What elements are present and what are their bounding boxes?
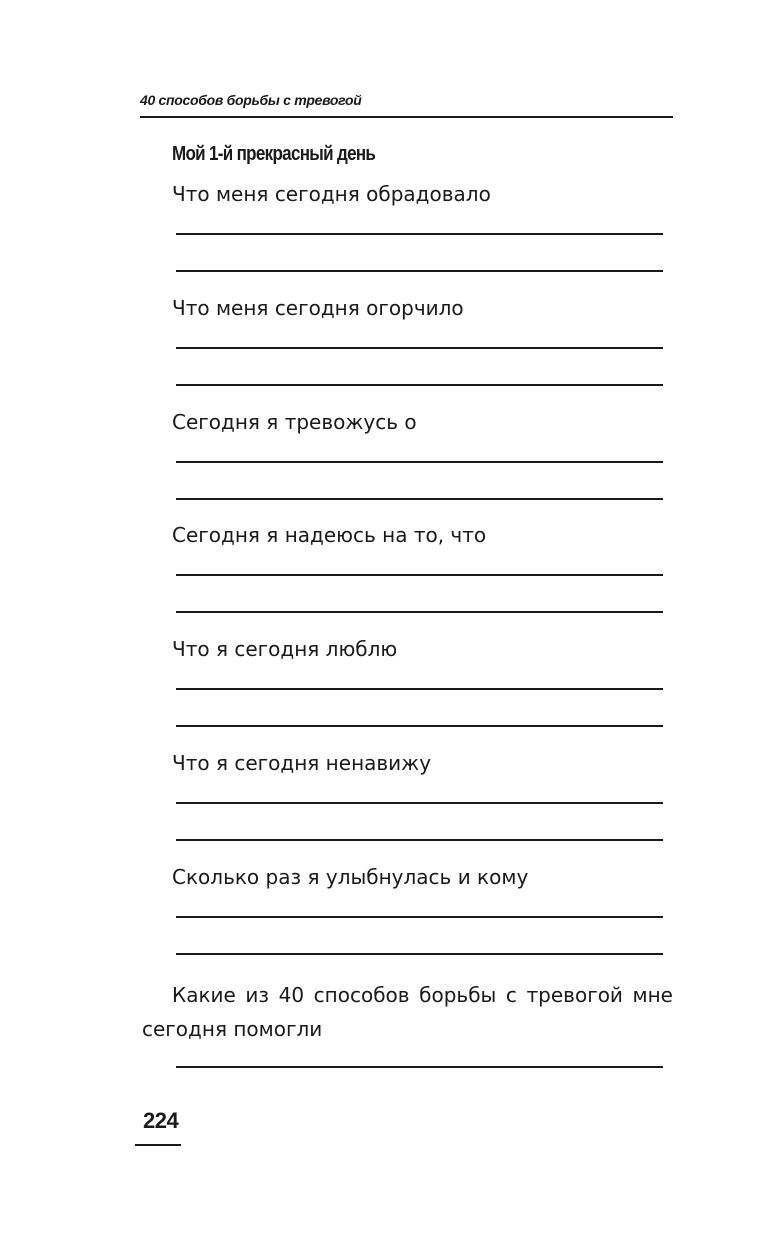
answer-line[interactable]	[176, 688, 663, 690]
answer-line[interactable]	[176, 384, 663, 386]
prompt-4: Сегодня я надеюсь на то, что	[172, 523, 487, 547]
answer-line[interactable]	[176, 725, 663, 727]
answer-line[interactable]	[176, 347, 663, 349]
running-header: 40 способов борьбы с тревогой	[140, 92, 362, 108]
prompt-1: Что меня сегодня обрадовало	[172, 182, 491, 206]
answer-line[interactable]	[176, 574, 663, 576]
answer-line[interactable]	[176, 233, 663, 235]
answer-line[interactable]	[176, 611, 663, 613]
answer-line[interactable]	[176, 461, 663, 463]
prompt-5: Что я сегодня люблю	[172, 637, 398, 661]
answer-line[interactable]	[176, 802, 663, 804]
prompt-2: Что меня сегодня огорчило	[172, 296, 464, 320]
answer-line[interactable]	[176, 953, 663, 955]
final-prompt: Какие из 40 способов борьбы с тревогой мне сегодня помогли	[142, 983, 673, 1041]
page-number-rule	[135, 1144, 181, 1146]
prompt-6: Что я сегодня ненавижу	[172, 751, 432, 775]
header-rule	[140, 116, 673, 118]
prompt-7: Сколько раз я улыбнулась и кому	[172, 865, 529, 889]
answer-line[interactable]	[176, 498, 663, 500]
answer-line[interactable]	[176, 270, 663, 272]
answer-line[interactable]	[176, 916, 663, 918]
answer-line[interactable]	[176, 839, 663, 841]
prompt-3: Сегодня я тревожусь о	[172, 410, 417, 434]
page-number: 224	[143, 1108, 179, 1133]
answer-line[interactable]	[176, 1066, 663, 1068]
page-title: Мой 1-й прекрасный день	[172, 143, 376, 165]
